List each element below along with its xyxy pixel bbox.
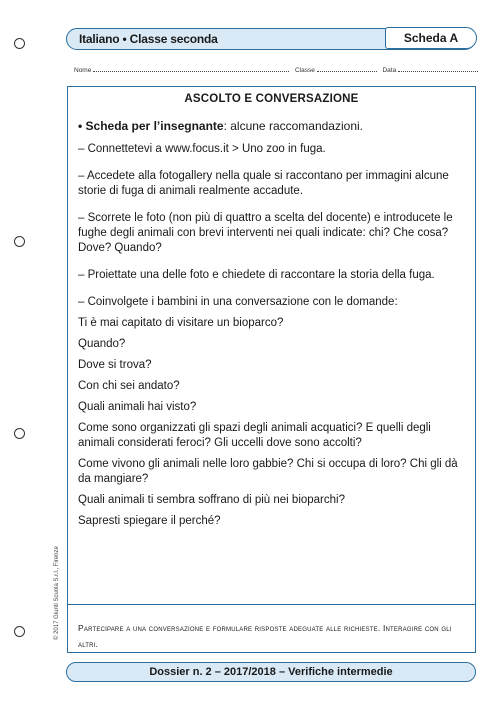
learning-objective: Partecipare a una conversazione e formulare risposte adeguate alle richieste. Interagire con gli altri. — [78, 620, 466, 652]
date-label: Data — [382, 67, 397, 74]
class-label: Classe — [294, 67, 315, 74]
class-field[interactable] — [317, 65, 377, 72]
question: Quali animali ti sembra soffrano di più nei bioparchi? — [78, 494, 345, 506]
paragraph: – Accedete alla fotogallery nella quale si raccontano per immagini alcune storie di fuga di animali realmente accadute. — [78, 170, 449, 197]
name-label: Nome — [74, 67, 92, 74]
paragraph: – Proiettate una delle foto e chiedete di raccontare la storia della fuga. — [78, 269, 435, 281]
intro-bold: • Scheda per l’insegnante — [78, 119, 224, 133]
question: Con chi sei andato? — [78, 380, 180, 392]
header-bar — [66, 28, 476, 50]
name-field[interactable] — [93, 65, 289, 72]
question: Dove si trova? — [78, 359, 152, 371]
instructions-body — [78, 119, 466, 535]
binder-hole-3 — [14, 428, 25, 439]
intro-line — [78, 119, 466, 134]
content-frame — [67, 86, 476, 653]
paragraph: – Coinvolgete i bambini in una conversazione con le domande: — [78, 296, 398, 308]
binder-hole-1 — [14, 38, 25, 49]
question: Come vivono gli animali nelle loro gabbie? Chi si occupa di loro? Chi gli dà da mangiare? — [78, 458, 458, 485]
question: Come sono organizzati gli spazi degli animali acquatici? E quelli degli animali considerati feroci? Gli uccelli dove sono accolti? — [78, 422, 431, 449]
footer-bar: Dossier n. 2 – 2017/2018 – Verifiche intermedie — [66, 662, 476, 682]
focus-link[interactable]: www.focus.it > Uno zoo in fuga — [164, 143, 323, 155]
link-suffix: . — [322, 143, 326, 155]
binder-hole-2 — [14, 236, 25, 247]
link-line — [78, 142, 466, 157]
question: Ti è mai capitato di visitare un bioparco? — [78, 317, 284, 329]
copyright-note: © 2017 Giunti Scuola S.r.l., Firenze — [54, 546, 60, 640]
subject-label: Italiano • Classe seconda — [79, 32, 218, 46]
date-field[interactable] — [398, 65, 478, 72]
student-fields — [74, 65, 474, 74]
question: Quando? — [78, 338, 126, 350]
binder-hole-4 — [14, 626, 25, 637]
worksheet-tag: Scheda A — [385, 27, 477, 49]
question: Sapresti spiegare il perché? — [78, 515, 221, 527]
question: Quali animali hai visto? — [78, 401, 197, 413]
intro-rest: : alcune raccomandazioni. — [223, 119, 363, 133]
paragraph: – Scorrete le foto (non più di quattro a scelta del docente) e introducete le fughe degli animali con brevi interventi nei quali indicate: chi? Che cosa? Dove? Quando? — [78, 212, 453, 254]
link-prefix: – Connettetevi a — [78, 143, 165, 155]
page-title: ASCOLTO E CONVERSAZIONE — [184, 93, 359, 105]
